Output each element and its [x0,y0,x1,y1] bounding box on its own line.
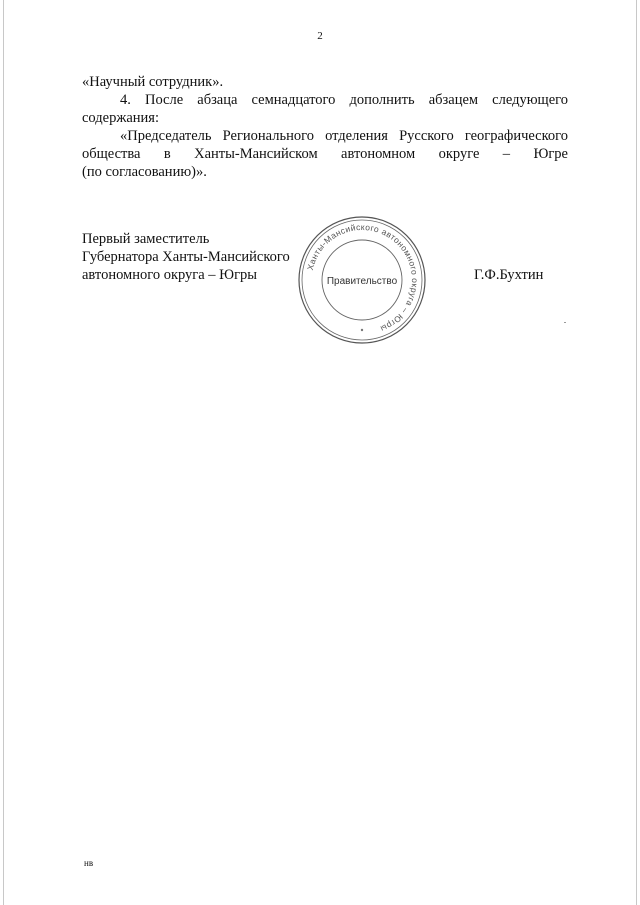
paragraph-4-line-2: содержания: [82,110,160,126]
page-number: 2 [317,30,323,42]
signatory-title-line-3: автономного округа – Югры [82,267,258,283]
paragraph-4-line-1: 4. После абзаца семнадцатого дополнить абзацем следующего [120,92,568,108]
seal-ring-text: Ханты-Мансийского автономного округа – Югры [305,221,421,335]
official-seal-stamp [296,214,428,346]
signatory-title [82,230,290,284]
executor-initials: нв [84,858,94,868]
signatory-title-line-1: Первый заместитель [82,231,210,247]
quote-line-3: (по согласованию)». [82,164,207,180]
scan-edge-left [3,0,4,905]
body-line-1: «Научный сотрудник». [82,74,224,90]
document-body [82,73,568,181]
scan-edge-right [636,0,637,905]
quote-line-1: «Председатель Регионального отделения Русского географического [120,128,568,144]
signatory-name: Г.Ф.Бухтин [474,267,544,283]
seal-center-text: Правительство [326,276,398,287]
quote-line-2: общества в Ханты-Мансийском автономном округе – Югре [82,146,568,162]
scan-speck [564,322,566,323]
signatory-title-line-2: Губернатора Ханты-Мансийского [82,249,290,265]
